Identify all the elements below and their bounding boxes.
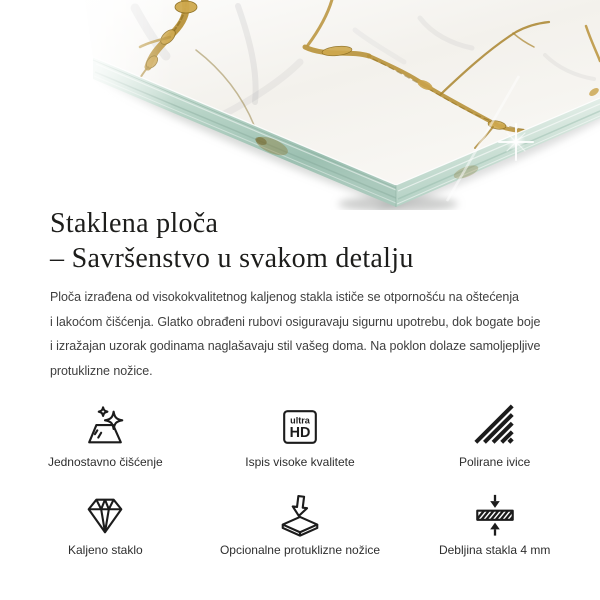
description-line: Ploča izrađena od visokokvalitetnog kaljenog stakla ističe se otpornošću na oštećenja bbox=[50, 290, 519, 304]
feature-print-quality bbox=[203, 404, 398, 470]
feature-label: Jednostavno čišćenje bbox=[47, 455, 163, 469]
diamond-icon bbox=[82, 492, 128, 538]
feature-label: Ispis visoke kvalitete bbox=[245, 455, 355, 469]
ultra-hd-icon bbox=[277, 404, 323, 450]
product-photo-glass-panel bbox=[0, 0, 600, 210]
product-description bbox=[50, 285, 540, 383]
svg-text:HD: HD bbox=[289, 425, 311, 442]
feature-easy-cleaning bbox=[8, 404, 203, 470]
feature-label: Polirane ivice bbox=[458, 455, 531, 469]
feature-glass-thickness bbox=[397, 492, 592, 558]
feature-label: Opcionalne protuklizne nožice bbox=[219, 543, 381, 557]
description-line: i lakoćom čišćenja. Glatko obrađeni rubovi osiguravaju sigurnu upotrebu, dok bogate boje bbox=[50, 314, 541, 329]
description-line: protuklizne nožice. bbox=[50, 363, 153, 378]
marble-glass-panel-illustration bbox=[0, 0, 600, 210]
feature-grid bbox=[8, 404, 592, 558]
polished-edge-icon bbox=[472, 404, 518, 450]
feature-anti-slip-feet bbox=[203, 492, 398, 558]
feature-polished-edges bbox=[397, 404, 592, 470]
page-title-line1: Staklena ploča bbox=[50, 208, 219, 239]
page-title-line2: – Savršenstvo u svakom detalju bbox=[50, 243, 414, 274]
description-line: i izražajan uzorak godinama naglašavaju stil vašeg doma. Na poklon dolaze samoljepljive bbox=[50, 339, 541, 353]
sparkle-clean-icon bbox=[82, 404, 128, 450]
anti-slip-feet-icon bbox=[277, 492, 323, 538]
svg-text:ultra: ultra bbox=[290, 415, 310, 426]
glass-thickness-icon bbox=[472, 492, 518, 538]
feature-tempered-glass bbox=[8, 492, 203, 558]
page-title bbox=[50, 206, 414, 276]
feature-label: Kaljeno staklo bbox=[67, 543, 143, 557]
feature-label: Debljina stakla 4 mm bbox=[438, 543, 551, 557]
